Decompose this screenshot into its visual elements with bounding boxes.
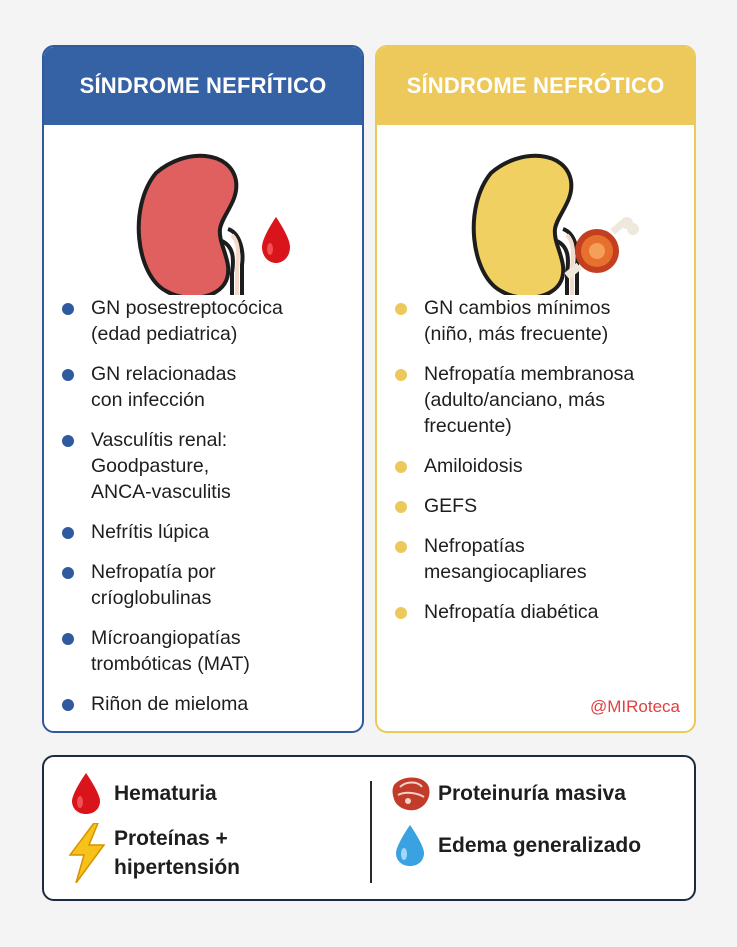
blood-drop-icon bbox=[262, 217, 290, 263]
legend-hematuria: Hematuria bbox=[64, 771, 217, 815]
list-item: Nefropatía diabética bbox=[395, 599, 684, 625]
nefritico-illustration bbox=[44, 125, 362, 295]
list-item: Riñon de mieloma bbox=[62, 691, 352, 717]
lightning-icon bbox=[64, 823, 108, 883]
bullet-icon bbox=[395, 461, 407, 473]
list-item: Nefropatía membranosa (adulto/anciano, más frecuente) bbox=[395, 361, 684, 439]
bullet-icon bbox=[62, 567, 74, 579]
legend-box bbox=[42, 755, 696, 901]
kidney-icon bbox=[474, 156, 578, 295]
nefrotico-illustration bbox=[377, 125, 694, 295]
list-item: GEFS bbox=[395, 493, 684, 519]
bullet-icon bbox=[395, 369, 407, 381]
list-item: Vasculítis renal: Goodpasture, ANCA-vasculitis bbox=[62, 427, 352, 505]
bullet-icon bbox=[62, 435, 74, 447]
legend-edema: Edema generalizado bbox=[388, 823, 641, 867]
legend-proteinuria: Proteinuría masiva bbox=[388, 771, 626, 815]
bullet-icon bbox=[395, 303, 407, 315]
nefrotico-list bbox=[377, 295, 694, 625]
nefrotico-panel bbox=[375, 45, 696, 733]
list-item: Amiloidosis bbox=[395, 453, 684, 479]
list-item: GN posestreptocócica (edad pediatrica) bbox=[62, 295, 352, 347]
bullet-icon bbox=[395, 541, 407, 553]
bullet-icon bbox=[62, 527, 74, 539]
brand-handle: @MIRoteca bbox=[589, 697, 680, 716]
nefritico-list bbox=[44, 295, 362, 717]
water-drop-icon bbox=[388, 823, 432, 867]
list-item: Nefropatías mesangiocapliares bbox=[395, 533, 684, 585]
bullet-icon bbox=[395, 501, 407, 513]
bullet-icon bbox=[62, 699, 74, 711]
list-item: GN relacionadas con infección bbox=[62, 361, 352, 413]
bullet-icon bbox=[62, 633, 74, 645]
list-item: Nefropatía por críoglobulinas bbox=[62, 559, 352, 611]
kidney-icon bbox=[139, 156, 243, 295]
list-item: Mícroangiopatías trombóticas (MAT) bbox=[62, 625, 352, 677]
blood-drop-icon bbox=[64, 771, 108, 815]
bullet-icon bbox=[62, 303, 74, 315]
legend-divider bbox=[370, 781, 372, 883]
nefritico-panel bbox=[42, 45, 364, 733]
bullet-icon bbox=[395, 607, 407, 619]
meat-steak-icon bbox=[388, 771, 432, 815]
legend-proteinas: Proteínas + hipertensión bbox=[64, 823, 240, 883]
nefrotico-title: SÍNDROME NEFRÓTICO bbox=[377, 47, 694, 125]
nefritico-title: SÍNDROME NEFRÍTICO bbox=[44, 47, 362, 125]
list-item: Nefrítis lúpica bbox=[62, 519, 352, 545]
list-item: GN cambios mínimos (niño, más frecuente) bbox=[395, 295, 684, 347]
bullet-icon bbox=[62, 369, 74, 381]
meat-drumstick-icon bbox=[564, 217, 639, 279]
